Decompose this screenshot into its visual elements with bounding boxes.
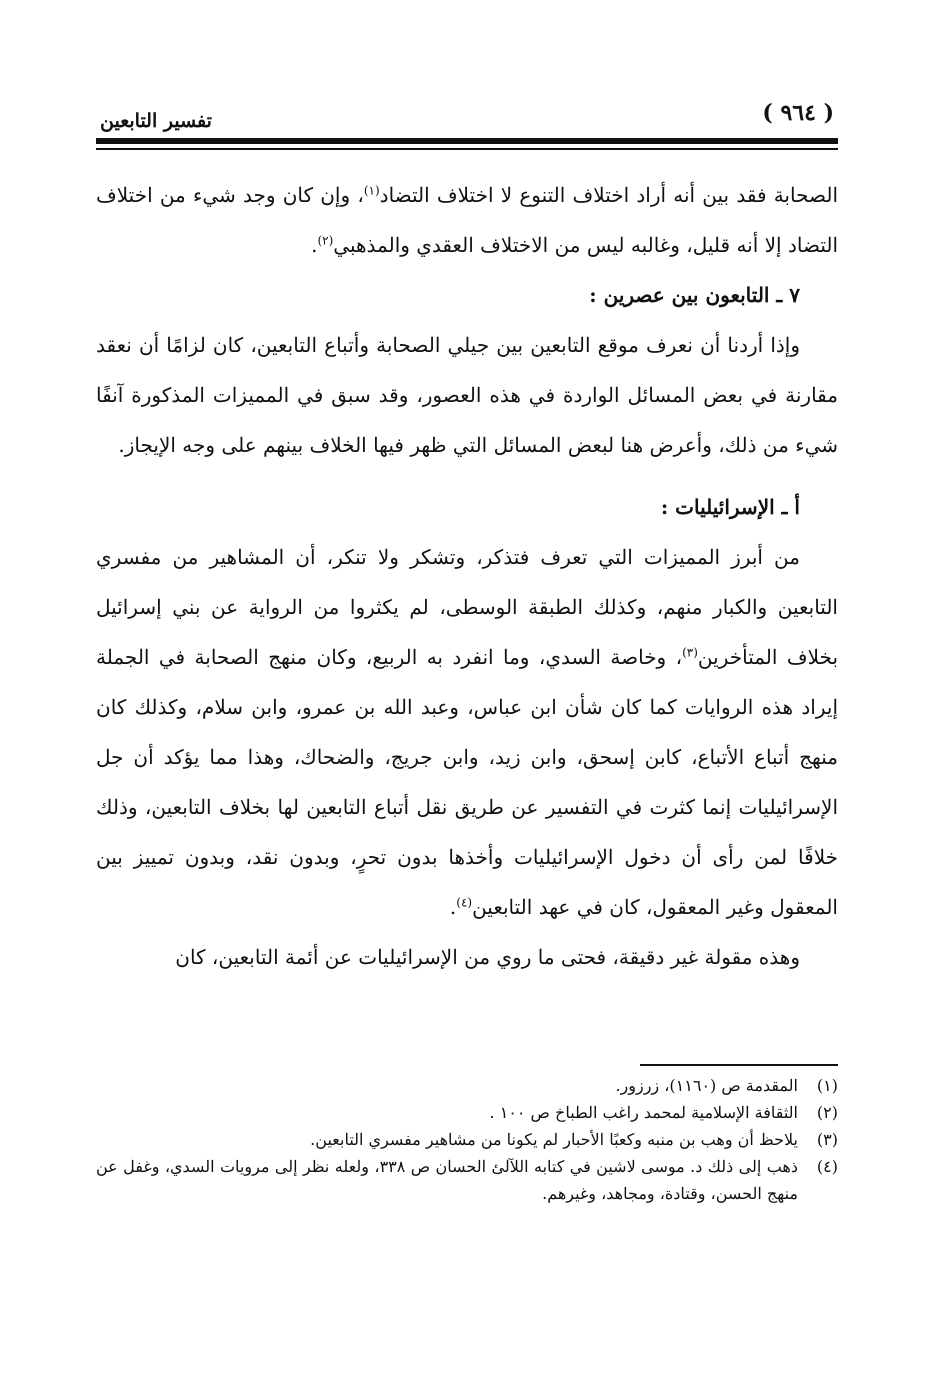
page-number: ( ٩٦٤ ) [762, 100, 834, 126]
footnote-ref-2: (٢) [317, 233, 334, 248]
running-title: تفسير التابعين [100, 110, 212, 132]
footnote-number: (٢) [816, 1103, 838, 1122]
footnote-text: يلاحظ أن وهب بن منبه وكعبًا الأحبار لم يكونا من مشاهير مفسري التابعين. [310, 1130, 798, 1149]
paragraph-1: الصحابة فقد بين أنه أراد اختلاف التنوع لا اختلاف التضاد$^{(١)}$، وإن كان وجد شيء من اختلاف التضاد إلا أنه قليل، وغالبه ليس من الاختلاف العقدي والمذهبي$^{(٢)}$. [96, 183, 838, 257]
page-header [96, 96, 838, 136]
footnote-number: (١) [816, 1076, 838, 1095]
paragraph-4: وهذه مقولة غير دقيقة، فحتى ما روي من الإسرائيليات عن أئمة التابعين، كان [175, 945, 800, 969]
spacer [96, 470, 838, 482]
footnote-text: الثقافة الإسلامية لمحمد راغب الطباخ ص ١٠٠ . [489, 1103, 798, 1122]
section-heading-7: ٧ ـ التابعون بين عصرين : [589, 283, 800, 307]
footnote-1 [96, 1072, 838, 1099]
footnote-3 [96, 1126, 838, 1153]
footnote-text: ذهب إلى ذلك د. موسى لاشين في كتابه اللآلئ الحسان ص ٣٣٨، ولعله نظر إلى مرويات السدي، وغفل عن منهج الحسن، وقتادة، ومجاهد، وغيرهم. [96, 1157, 798, 1203]
footnotes [96, 1072, 838, 1207]
subsection-heading-a: أ ـ الإسرائيليات : [660, 495, 800, 519]
footnote-number: (٣) [816, 1130, 838, 1149]
header-rule-thick [96, 138, 838, 144]
footnote-ref-1: (١) [363, 183, 380, 198]
footnote-text: المقدمة ص (١١٦٠)، زرزور. [615, 1076, 798, 1095]
header-rule-thin [96, 148, 838, 150]
footnote-4 [96, 1153, 838, 1207]
footnote-ref-4: (٤) [456, 895, 473, 910]
paragraph-2: وإذا أردنا أن نعرف موقع التابعين بين جيلي الصحابة وأتباع التابعين، كان لزامًا أن نعقد مقارنة في بعض المسائل الواردة في هذه العصور، وقد سبق في المميزات المذكورة آنفًا شيء من ذلك، وأعرض هنا لبعض المسائل التي ظهر فيها الخلاف بينهم على وجه الإيجاز. [96, 333, 838, 457]
paragraph-3: من أبرز المميزات التي تعرف فتذكر، وتشكر ولا تنكر، أن المشاهير من مفسري التابعين والكبار منهم، وكذلك الطبقة الوسطى، لم يكثروا من الرواية عن بني إسرائيل بخلاف المتأخرين$^{(٣)}$، وخاصة السدي، وما انفرد به الربيع، وكان منهج الصحابة في الجملة إيراد هذه الروايات كما كان شأن ابن عباس، وعبد الله بن عمرو، وابن سلام، وكذلك كان منهج أتباع الأتباع، كابن إسحق، وابن زيد، وابن جريج، والضحاك، وهذا مما يؤكد أن جل الإسرائيليات إنما كثرت في التفسير عن طريق نقل أتباع التابعين لها بخلاف التابعين، وذلك خلافًا لمن رأى أن دخول الإسرائيليات وأخذها بدون تحرٍ، وبدون نقد، وبدون تمييز بين المعقول وغير المعقول، كان في عهد التابعين$^{(٤)}$. [96, 545, 839, 919]
footnote-number: (٤) [816, 1157, 838, 1176]
main-text [96, 170, 838, 982]
footnote-separator [640, 1064, 838, 1066]
footnote-2 [96, 1099, 838, 1126]
footnote-ref-3: (٣) [682, 645, 698, 660]
